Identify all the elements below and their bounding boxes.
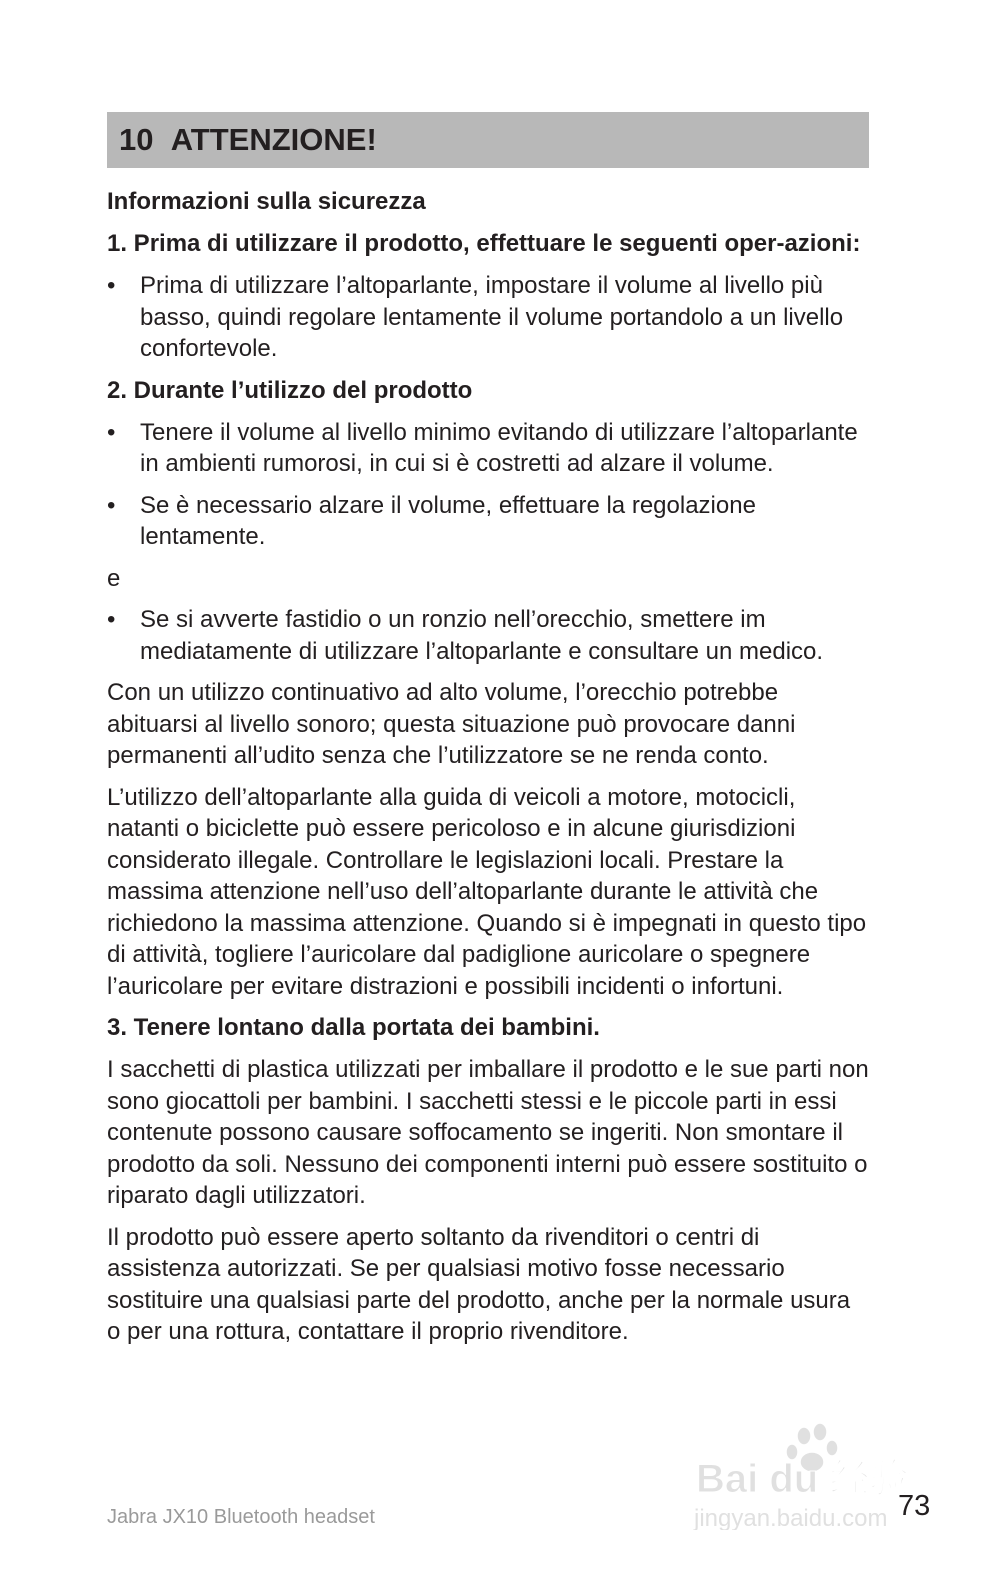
bullet-dot: • (107, 491, 116, 519)
footer-product-name: Jabra JX10 Bluetooth headset (107, 1506, 375, 1528)
safety-subtitle: Informazioni sulla sicurezza (107, 188, 426, 215)
document-page (107, 112, 869, 1358)
section-number: 10 (119, 122, 154, 157)
list-item (107, 604, 869, 667)
watermark-text: Bai du 经验 (696, 1457, 910, 1501)
watermark-url: jingyan.baidu.com (694, 1505, 888, 1530)
step2-heading: 2. Durante l’utilizzo del prodotto (107, 376, 473, 404)
page-number: 73 (898, 1490, 931, 1522)
conjunction-text: e (107, 564, 121, 592)
list-item-text: Prima di utilizzare l’altoparlante, impostare il volume al livello più basso, quindi regolare lentamente il volume portandolo a un livello confortevole. (140, 272, 844, 362)
body-paragraph: I sacchetti di plastica utilizzati per imballare il prodotto e le sue parti non sono giocattoli per bambini. I sacchetti stessi e le piccole parti in essi contenute possono causare soffocamento se ingeriti. Non smontare il prodotto da soli. Nessuno dei componenti interni può essere sostituito o riparato dagli utilizzatori. (107, 1056, 869, 1209)
section-title (119, 122, 377, 158)
section-title-text: ATTENZIONE! (170, 122, 377, 157)
bullet-dot: • (107, 606, 116, 633)
section-header (107, 112, 869, 168)
list-item (107, 417, 869, 480)
list-item-text: Tenere il volume al livello minimo evitando di utilizzare l’altoparlante in ambienti rumorosi, in cui si è costretti ad alzare il volume. (140, 418, 858, 477)
bullet-dot: • (107, 418, 116, 446)
bullet-dot: • (107, 272, 116, 299)
step3-heading: 3. Tenere lontano dalla portata dei bambini. (107, 1014, 600, 1041)
step1-heading: 1. Prima di utilizzare il prodotto, effettuare le seguenti oper-azioni: (107, 230, 861, 257)
body-paragraph: Con un utilizzo continuativo ad alto volume, l’orecchio potrebbe abituarsi al livello sonoro; questa situazione può provocare danni permanenti all’udito senza che l’utilizzatore se ne renda conto. (107, 679, 796, 769)
list-item (107, 270, 869, 365)
baidu-watermark-logo (692, 1422, 914, 1530)
body-paragraph: Il prodotto può essere aperto soltanto da rivenditori o centri di assistenza autorizzati. Se per qualsiasi motivo fosse necessario sostituire una qualsiasi parte del prodotto, anche per la normale usura o per una rottura, contattare il proprio rivenditore. (107, 1223, 851, 1345)
list-item-text: Se si avverte fastidio o un ronzio nell’orecchio, smettere im mediatamente di utilizzare l’altoparlante e consultare un medico. (140, 606, 824, 665)
list-item-text: Se è necessario alzare il volume, effettuare la regolazione lentamente. (140, 491, 756, 550)
body-paragraph: L’utilizzo dell’altoparlante alla guida di veicoli a motore, motocicli, natanti o biciclette può essere pericoloso e in alcune giurisdizioni considerato illegale. Controllare le legislazioni locali. Prestare la massima attenzione nell’uso dell’altoparlante durante le attività che richiedono la massima attenzione. Quando si è impegnati in questo tipo di attività, togliere l’auricolare dal padiglione auricolare o spegnere l’auricolare per evitare distrazioni e possibili incidenti o infortuni. (107, 783, 867, 1000)
list-item (107, 490, 869, 553)
